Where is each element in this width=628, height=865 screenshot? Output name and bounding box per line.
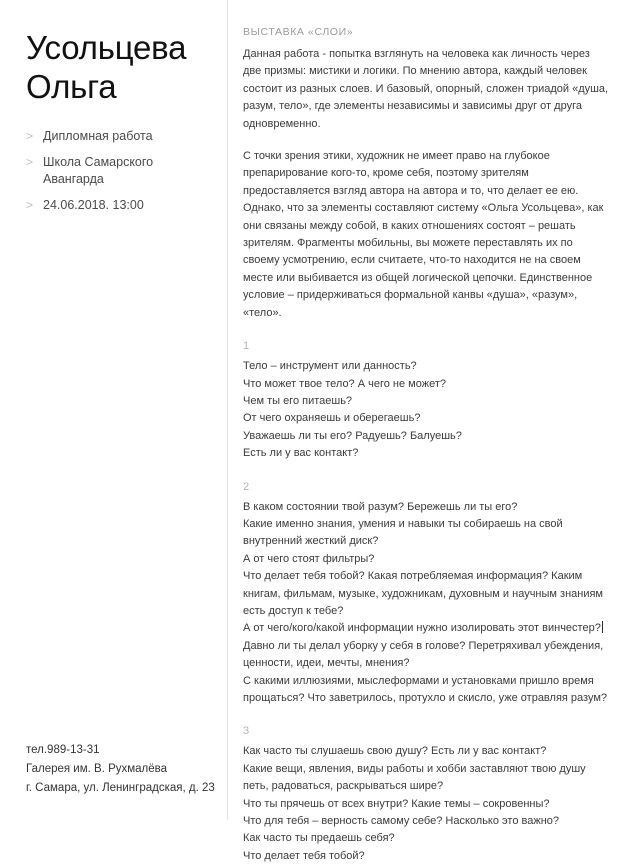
question-line	[243, 620, 610, 637]
question-line-text: А от чего стоят фильтры?	[243, 552, 375, 565]
description-paragraphs	[243, 46, 610, 322]
question-group-number: 2	[243, 480, 250, 493]
contact-block	[26, 741, 216, 798]
question-line	[243, 551, 610, 568]
question-line	[243, 428, 610, 445]
meta-list-item	[26, 197, 211, 214]
question-line	[243, 743, 610, 760]
question-line	[243, 830, 610, 847]
question-line-text: Чем ты его питаешь?	[243, 394, 353, 407]
question-line	[243, 673, 610, 708]
question-line	[243, 445, 610, 462]
chevron-right-icon: >	[26, 198, 34, 212]
contact-line: г. Самара, ул. Ленинградская, д. 23	[26, 782, 215, 794]
text-cursor	[602, 621, 603, 633]
left-column	[0, 0, 227, 820]
meta-list-item-label: 24.06.2018. 13:00	[43, 198, 144, 212]
question-line	[243, 516, 610, 551]
question-line-text: Что делает тебя тобой?	[243, 849, 365, 862]
description-paragraph: Данная работа - попытка взглянуть на человека как личность через две призмы: мистики и логики. По мнению автора, каждый человек состоит из разных слоев. И базовый, опорный, сложен триадой «душа, разум, тело», где элементы независимы и зависимы друг от друга одновременно.	[243, 48, 609, 130]
question-line-text: Что для тебя – верность самому себе? Насколько это важно?	[243, 815, 559, 828]
chevron-right-icon: >	[26, 129, 34, 143]
question-line-text: Давно ли ты делал уборку у себя в голове? Перетряхивал убеждения, ценности, идеи, мечты, мнения?	[243, 639, 604, 670]
question-groups	[243, 338, 610, 865]
question-line	[243, 393, 610, 410]
contact-line: тел.989-13-31	[26, 744, 100, 756]
question-line-text: Как часто ты предаешь себя?	[243, 832, 395, 845]
question-line	[243, 358, 610, 375]
question-line	[243, 796, 610, 813]
question-line	[243, 499, 610, 516]
question-line-text: От чего охраняешь и оберегаешь?	[243, 412, 421, 425]
question-line-text: Что ты прячешь от всех внутри? Какие темы – сокровенны?	[243, 797, 550, 810]
right-column	[228, 0, 628, 862]
question-line	[243, 761, 610, 796]
question-line	[243, 848, 610, 865]
question-line-text: Что может твое тело? А чего не может?	[243, 377, 446, 390]
page-title: Усольцева Ольга	[26, 29, 187, 105]
question-line-text: Тело – инструмент или данность?	[243, 360, 417, 373]
question-line	[243, 376, 610, 393]
question-line-text: Что делает тебя тобой? Какая потребляемая информация? Каким книгам, фильмам, музыке, художникам, духовным и научным знаниям есть доступ к тебе?	[243, 570, 603, 617]
question-line-text: Какие именно знания, умения и навыки ты собираешь на свой внутренний жесткий диск?	[243, 517, 563, 548]
description-paragraph: С точки зрения этики, художник не имеет право на глубокое препарирование кого-то, кроме себя, поэтому зрителям предоставляется взгляд автора на автора и то, что делает ее ею. Однако, что за элементы составляют систему «Ольга Усольцева», как они связаны между собой, в каких отношениях состоят – решать зрителям. Фрагменты мобильны, вы можете переставлять их по своему усмотрению, если считаете, что-то находится не на своем месте или выбивается из общей логической цепочки. Единственное условие – придерживаться формальной канвы «душа», «разум», «тело».	[243, 150, 604, 319]
exhibition-meta-list	[26, 128, 211, 214]
question-line-text: В каком состоянии твой разум? Бережешь ли ты его?	[243, 500, 518, 513]
meta-list-item-label: Школа Самарского Авангарда	[43, 155, 154, 186]
question-line-text: Как часто ты слушаешь свою душу? Есть ли у вас контакт?	[243, 745, 547, 758]
question-line-text: А от чего/кого/какой информации нужно изолировать этот винчестер?	[243, 622, 601, 635]
question-group-number: 3	[243, 725, 250, 738]
question-group	[243, 723, 610, 865]
contact-line: Галерея им. В. Рухмалёва	[26, 763, 168, 775]
question-group	[243, 479, 610, 708]
question-line-text: С какими иллюзиями, мыслеформами и установками пришло время прощаться? Что заветрилось, протухло и скисло, уже отравляя разум?	[243, 674, 608, 704]
question-line	[243, 638, 610, 673]
question-line-text: Уважаешь ли ты его? Радуешь? Балуешь?	[243, 429, 462, 442]
question-line-text: Есть ли у вас контакт?	[243, 447, 359, 460]
question-group-number: 1	[243, 340, 250, 353]
chevron-right-icon: >	[26, 155, 34, 169]
question-line	[243, 813, 610, 830]
meta-list-item	[26, 128, 211, 145]
question-line-text: Какие вещи, явления, виды работы и хобби заставляют твою душу петь, радоваться, раскрываться шире?	[243, 762, 586, 793]
question-line	[243, 568, 610, 620]
exhibition-kicker: ВЫСТАВКА «СЛОИ»	[243, 26, 354, 38]
question-line	[243, 410, 610, 427]
meta-list-item-label: Дипломная работа	[43, 129, 153, 143]
question-group	[243, 338, 610, 462]
meta-list-item	[26, 154, 211, 188]
